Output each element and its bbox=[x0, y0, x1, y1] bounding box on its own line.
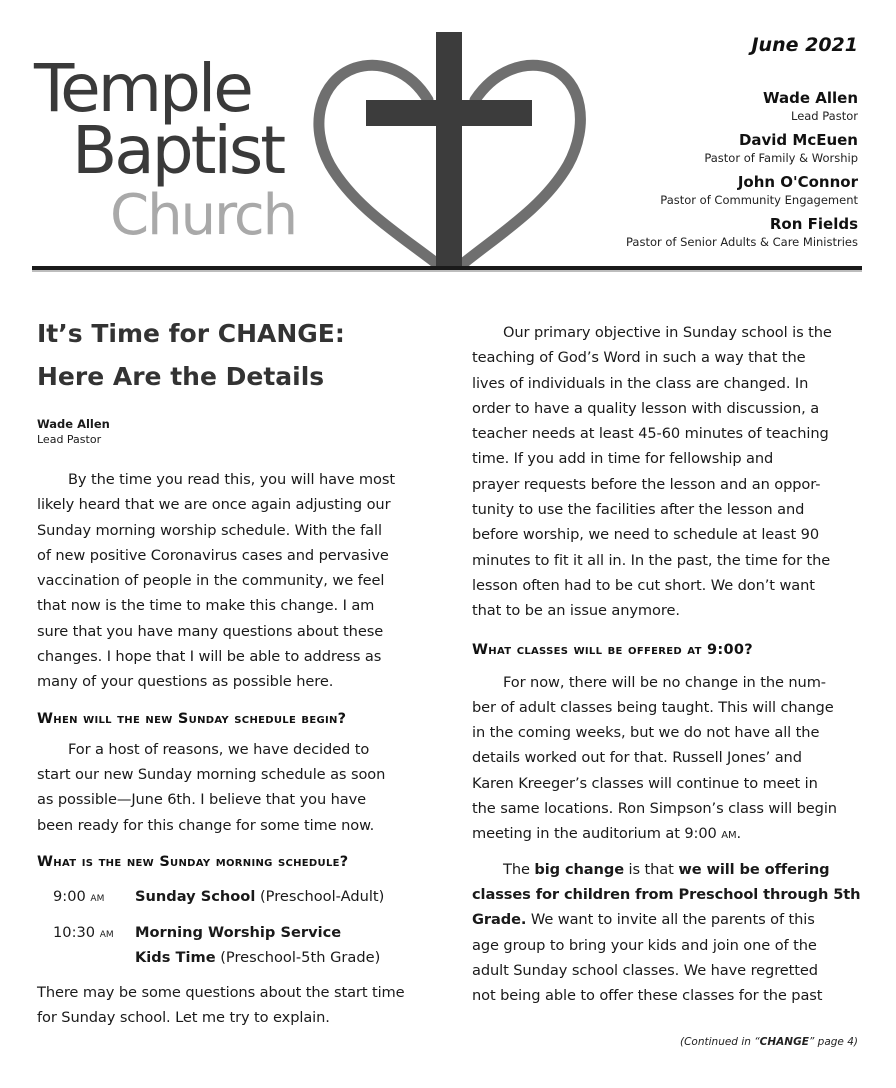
text-fragment-bold: Grade. bbox=[472, 911, 527, 929]
text-fragment: The bbox=[503, 860, 535, 878]
staff-name: David McEuen bbox=[738, 131, 858, 149]
text-line: that now is the time to make this change. I am bbox=[37, 597, 375, 615]
text-line: likely heard that we are once again adjusting our bbox=[37, 496, 391, 514]
text-fragment: We want to invite all the parents of this bbox=[526, 911, 815, 929]
event-name: Sunday School bbox=[135, 887, 256, 905]
text-line: tunity to use the facilities after the lesson and bbox=[472, 501, 805, 519]
text-line: teacher needs at least 45-60 minutes of teaching bbox=[472, 425, 829, 443]
text-line: been ready for this change for some time now. bbox=[37, 816, 375, 834]
text-line: the same locations. Ron Simpson’s class will begin bbox=[472, 800, 837, 818]
time-ampm: am bbox=[90, 889, 105, 905]
masthead bbox=[0, 0, 896, 280]
paragraph bbox=[472, 857, 861, 1009]
text-line: lives of individuals in the class are changed. In bbox=[472, 374, 809, 392]
text-line: Karen Kreeger’s classes will continue to meet in bbox=[472, 774, 818, 792]
text-fragment-bold: we will be offering bbox=[678, 860, 830, 878]
staff-name: John O'Connor bbox=[737, 173, 858, 191]
schedule-time bbox=[37, 884, 135, 910]
text-line: details worked out for that. Russell Jones’ and bbox=[472, 749, 802, 767]
continued-note bbox=[680, 1036, 858, 1048]
paragraph bbox=[37, 737, 425, 838]
text-line: There may be some questions about the start time bbox=[37, 983, 405, 1001]
author-name: Wade Allen bbox=[37, 417, 110, 431]
text-line bbox=[472, 907, 858, 932]
title-line: It’s Time for CHANGE: bbox=[37, 319, 345, 348]
text-line: not being able to offer these classes for the past bbox=[472, 987, 823, 1005]
section-heading: What is the new Sunday morning schedule? bbox=[37, 853, 349, 870]
schedule-table bbox=[37, 884, 425, 970]
text-line: By the time you read this, you will have most bbox=[68, 471, 395, 488]
text-line: sure that you have many questions about these bbox=[37, 622, 384, 640]
staff-name: Ron Fields bbox=[769, 215, 858, 233]
logo-baptist: Baptist bbox=[72, 112, 284, 189]
event-detail: (Preschool-5th Grade) bbox=[215, 948, 381, 966]
text-line: before worship, we need to schedule at least 90 bbox=[472, 526, 820, 544]
text-line: in the coming weeks, but we do not have all the bbox=[472, 724, 820, 742]
time-ampm: am bbox=[99, 925, 114, 941]
text-line bbox=[472, 882, 861, 907]
text-fragment-bold: big change bbox=[534, 860, 624, 878]
text-line: that to be an issue anymore. bbox=[472, 602, 680, 620]
text-line: Our primary objective in Sunday school is the bbox=[503, 324, 832, 341]
staff-role: Pastor of Community Engagement bbox=[660, 193, 858, 207]
text-line: many of your questions as possible here. bbox=[37, 673, 334, 691]
text-line: minutes to fit it all in. In the past, the time for the bbox=[472, 551, 831, 569]
schedule-row bbox=[37, 884, 425, 910]
staff-list bbox=[558, 88, 858, 256]
paragraph bbox=[472, 320, 858, 624]
issue-date: June 2021 bbox=[751, 34, 858, 56]
cross-heart-icon bbox=[300, 30, 590, 276]
logo-temple: Temple bbox=[34, 50, 251, 127]
event-detail: (Preschool-Adult) bbox=[255, 887, 385, 905]
staff-name: Wade Allen bbox=[762, 89, 858, 107]
paragraph bbox=[37, 980, 425, 1031]
text-line: time. If you add in time for fellowship and bbox=[472, 450, 774, 468]
text-line: vaccination of people in the community, we feel bbox=[37, 572, 385, 590]
text-fragment-bold: CHANGE bbox=[759, 1036, 809, 1048]
text-line: for Sunday school. Let me try to explain. bbox=[37, 1009, 330, 1027]
text-line: order to have a quality lesson with discussion, a bbox=[472, 399, 820, 417]
schedule-row bbox=[37, 920, 425, 970]
schedule-event bbox=[135, 920, 380, 970]
paragraph bbox=[472, 670, 858, 847]
left-column bbox=[37, 312, 425, 1030]
event-name: Morning Worship Service bbox=[135, 923, 342, 941]
text-fragment: am. bbox=[721, 825, 742, 843]
staff-role: Pastor of Family & Worship bbox=[704, 151, 858, 165]
logo-church: Church bbox=[110, 183, 297, 248]
text-fragment: is that bbox=[624, 860, 679, 878]
text-line bbox=[472, 857, 858, 882]
time-value: 9:00 bbox=[53, 887, 86, 905]
schedule-event bbox=[135, 884, 384, 910]
text-line: age group to bring your kids and join one of the bbox=[472, 936, 817, 954]
text-fragment: (Continued in “ bbox=[680, 1036, 760, 1048]
staff-role: Pastor of Senior Adults & Care Ministries bbox=[625, 235, 858, 249]
event-name: Kids Time bbox=[135, 948, 216, 966]
text-line: For now, there will be no change in the num- bbox=[503, 673, 826, 691]
text-line: For a host of reasons, we have decided to bbox=[68, 740, 370, 758]
text-line: prayer requests before the lesson and an oppor- bbox=[472, 475, 821, 493]
text-fragment-bold: classes for children from Preschool through 5th bbox=[472, 885, 861, 903]
section-heading: When will the new Sunday schedule begin? bbox=[37, 710, 347, 727]
text-line: Sunday morning worship schedule. With the fall bbox=[37, 521, 382, 539]
text-line: lesson often had to be cut short. We don’t want bbox=[472, 576, 815, 594]
text-line: adult Sunday school classes. We have regretted bbox=[472, 961, 818, 979]
text-line bbox=[472, 821, 858, 846]
right-column bbox=[472, 320, 861, 1008]
title-line: Here Are the Details bbox=[37, 362, 325, 391]
text-line: of new positive Coronavirus cases and pervasive bbox=[37, 546, 389, 564]
text-line: ber of adult classes being taught. This will change bbox=[472, 698, 834, 716]
staff-role: Lead Pastor bbox=[790, 109, 858, 123]
text-fragment: ” page 4) bbox=[808, 1036, 858, 1048]
article-title bbox=[37, 312, 425, 398]
author-role: Lead Pastor bbox=[37, 433, 102, 446]
schedule-time bbox=[37, 920, 135, 970]
text-line: as possible—June 6th. I believe that you have bbox=[37, 791, 367, 809]
text-fragment: meeting in the auditorium at 9:00 bbox=[472, 825, 722, 843]
masthead-divider bbox=[32, 266, 862, 270]
byline bbox=[37, 416, 425, 447]
text-line: changes. I hope that I will be able to address as bbox=[37, 648, 382, 666]
text-line: teaching of God’s Word in such a way that the bbox=[472, 349, 806, 367]
intro-paragraph bbox=[37, 467, 425, 695]
text-line: start our new Sunday morning schedule as soon bbox=[37, 765, 386, 783]
section-heading: What classes will be offered at 9:00? bbox=[472, 641, 754, 658]
time-value: 10:30 bbox=[53, 923, 96, 941]
